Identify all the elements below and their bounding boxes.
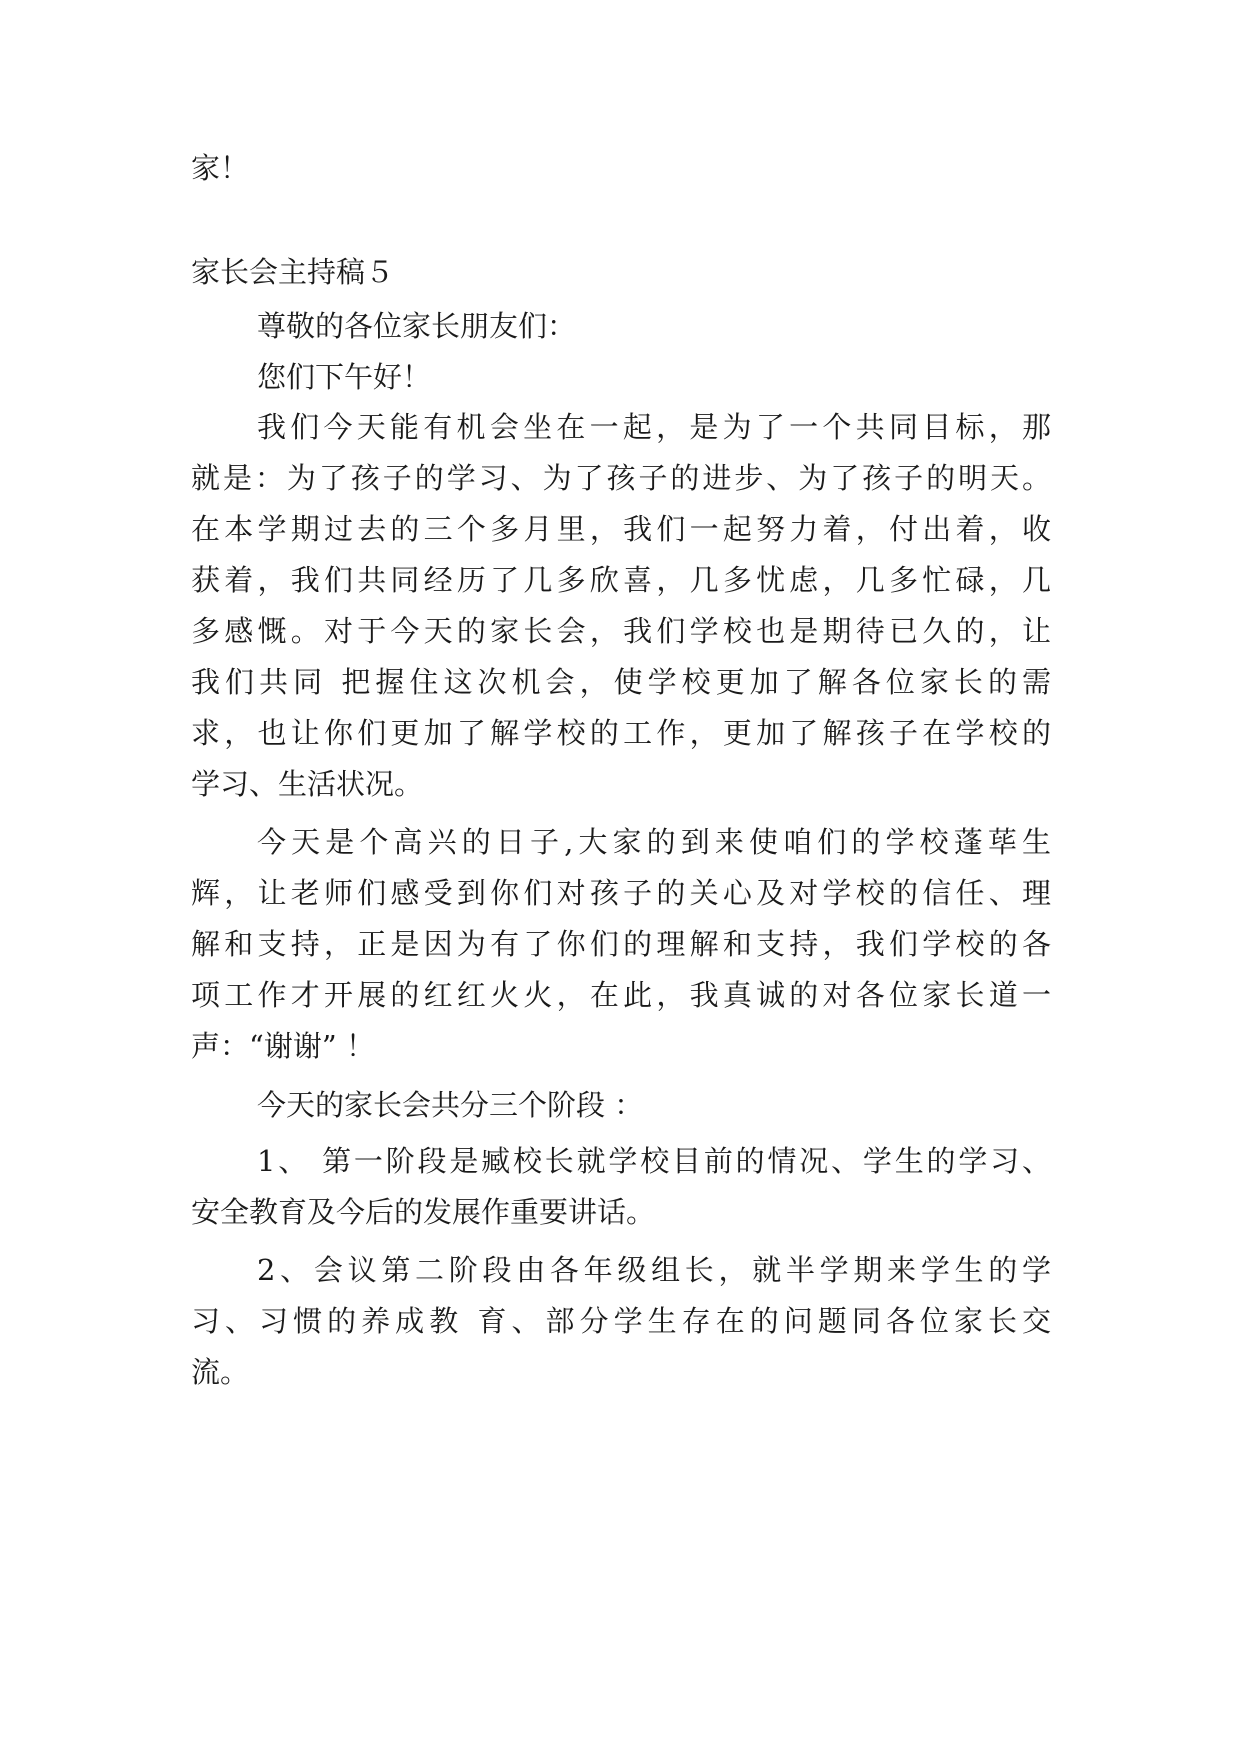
list-item-line: 1、 第一阶段是臧校长就学校目前的情况、学生的学习、 [257,1144,1051,1178]
paragraph-line: 求，也让你们更加了解学校的工作，更加了解孩子在学校的 [191,716,1051,750]
paragraph-line: 声：“谢谢” ！ [191,1029,375,1063]
list-item-line: 安全教育及今后的发展作重要讲话。 [191,1195,656,1229]
opening-line: 家！ [191,151,250,185]
paragraph-line: 我们今天能有机会坐在一起，是为了一个共同目标，那 [257,410,1051,444]
paragraph-line: 今天是个高兴的日子,大家的到来使咱们的学校蓬荜生 [257,825,1051,859]
paragraph-line: 多感慨。对于今天的家长会，我们学校也是期待已久的，让 [191,614,1051,648]
paragraph-line: 解和支持，正是因为有了你们的理解和支持，我们学校的各 [191,927,1051,961]
paragraph-line: 今天的家长会共分三个阶段 ： [257,1088,644,1122]
paragraph-line: 获着，我们共同经历了几多欣喜，几多忧虑，几多忙碌，几 [191,563,1051,597]
paragraph-line: 我们共同 把握住这次机会，使学校更加了解各位家长的需 [191,665,1051,699]
section-title: 家长会主持稿５ [191,255,395,289]
paragraph-line: 就是：为了孩子的学习、为了孩子的进步、为了孩子的明天。 [191,461,1051,495]
greeting-line: 尊敬的各位家长朋友们： [257,309,577,343]
paragraph-line: 项工作才开展的红红火火，在此，我真诚的对各位家长道一 [191,978,1051,1012]
list-item-line: 2、会议第二阶段由各年级组长，就半学期来学生的学 [257,1253,1051,1287]
salutation-line: 您们下午好！ [257,360,432,394]
paragraph-line: 辉，让老师们感受到你们对孩子的关心及对学校的信任、理 [191,876,1051,910]
paragraph-line: 学习、生活状况。 [191,767,424,801]
list-item-line: 流。 [191,1355,250,1389]
list-item-line: 习、习惯的养成教 育、部分学生存在的问题同各位家长交 [191,1304,1051,1338]
paragraph-line: 在本学期过去的三个多月里，我们一起努力着，付出着，收 [191,512,1051,546]
